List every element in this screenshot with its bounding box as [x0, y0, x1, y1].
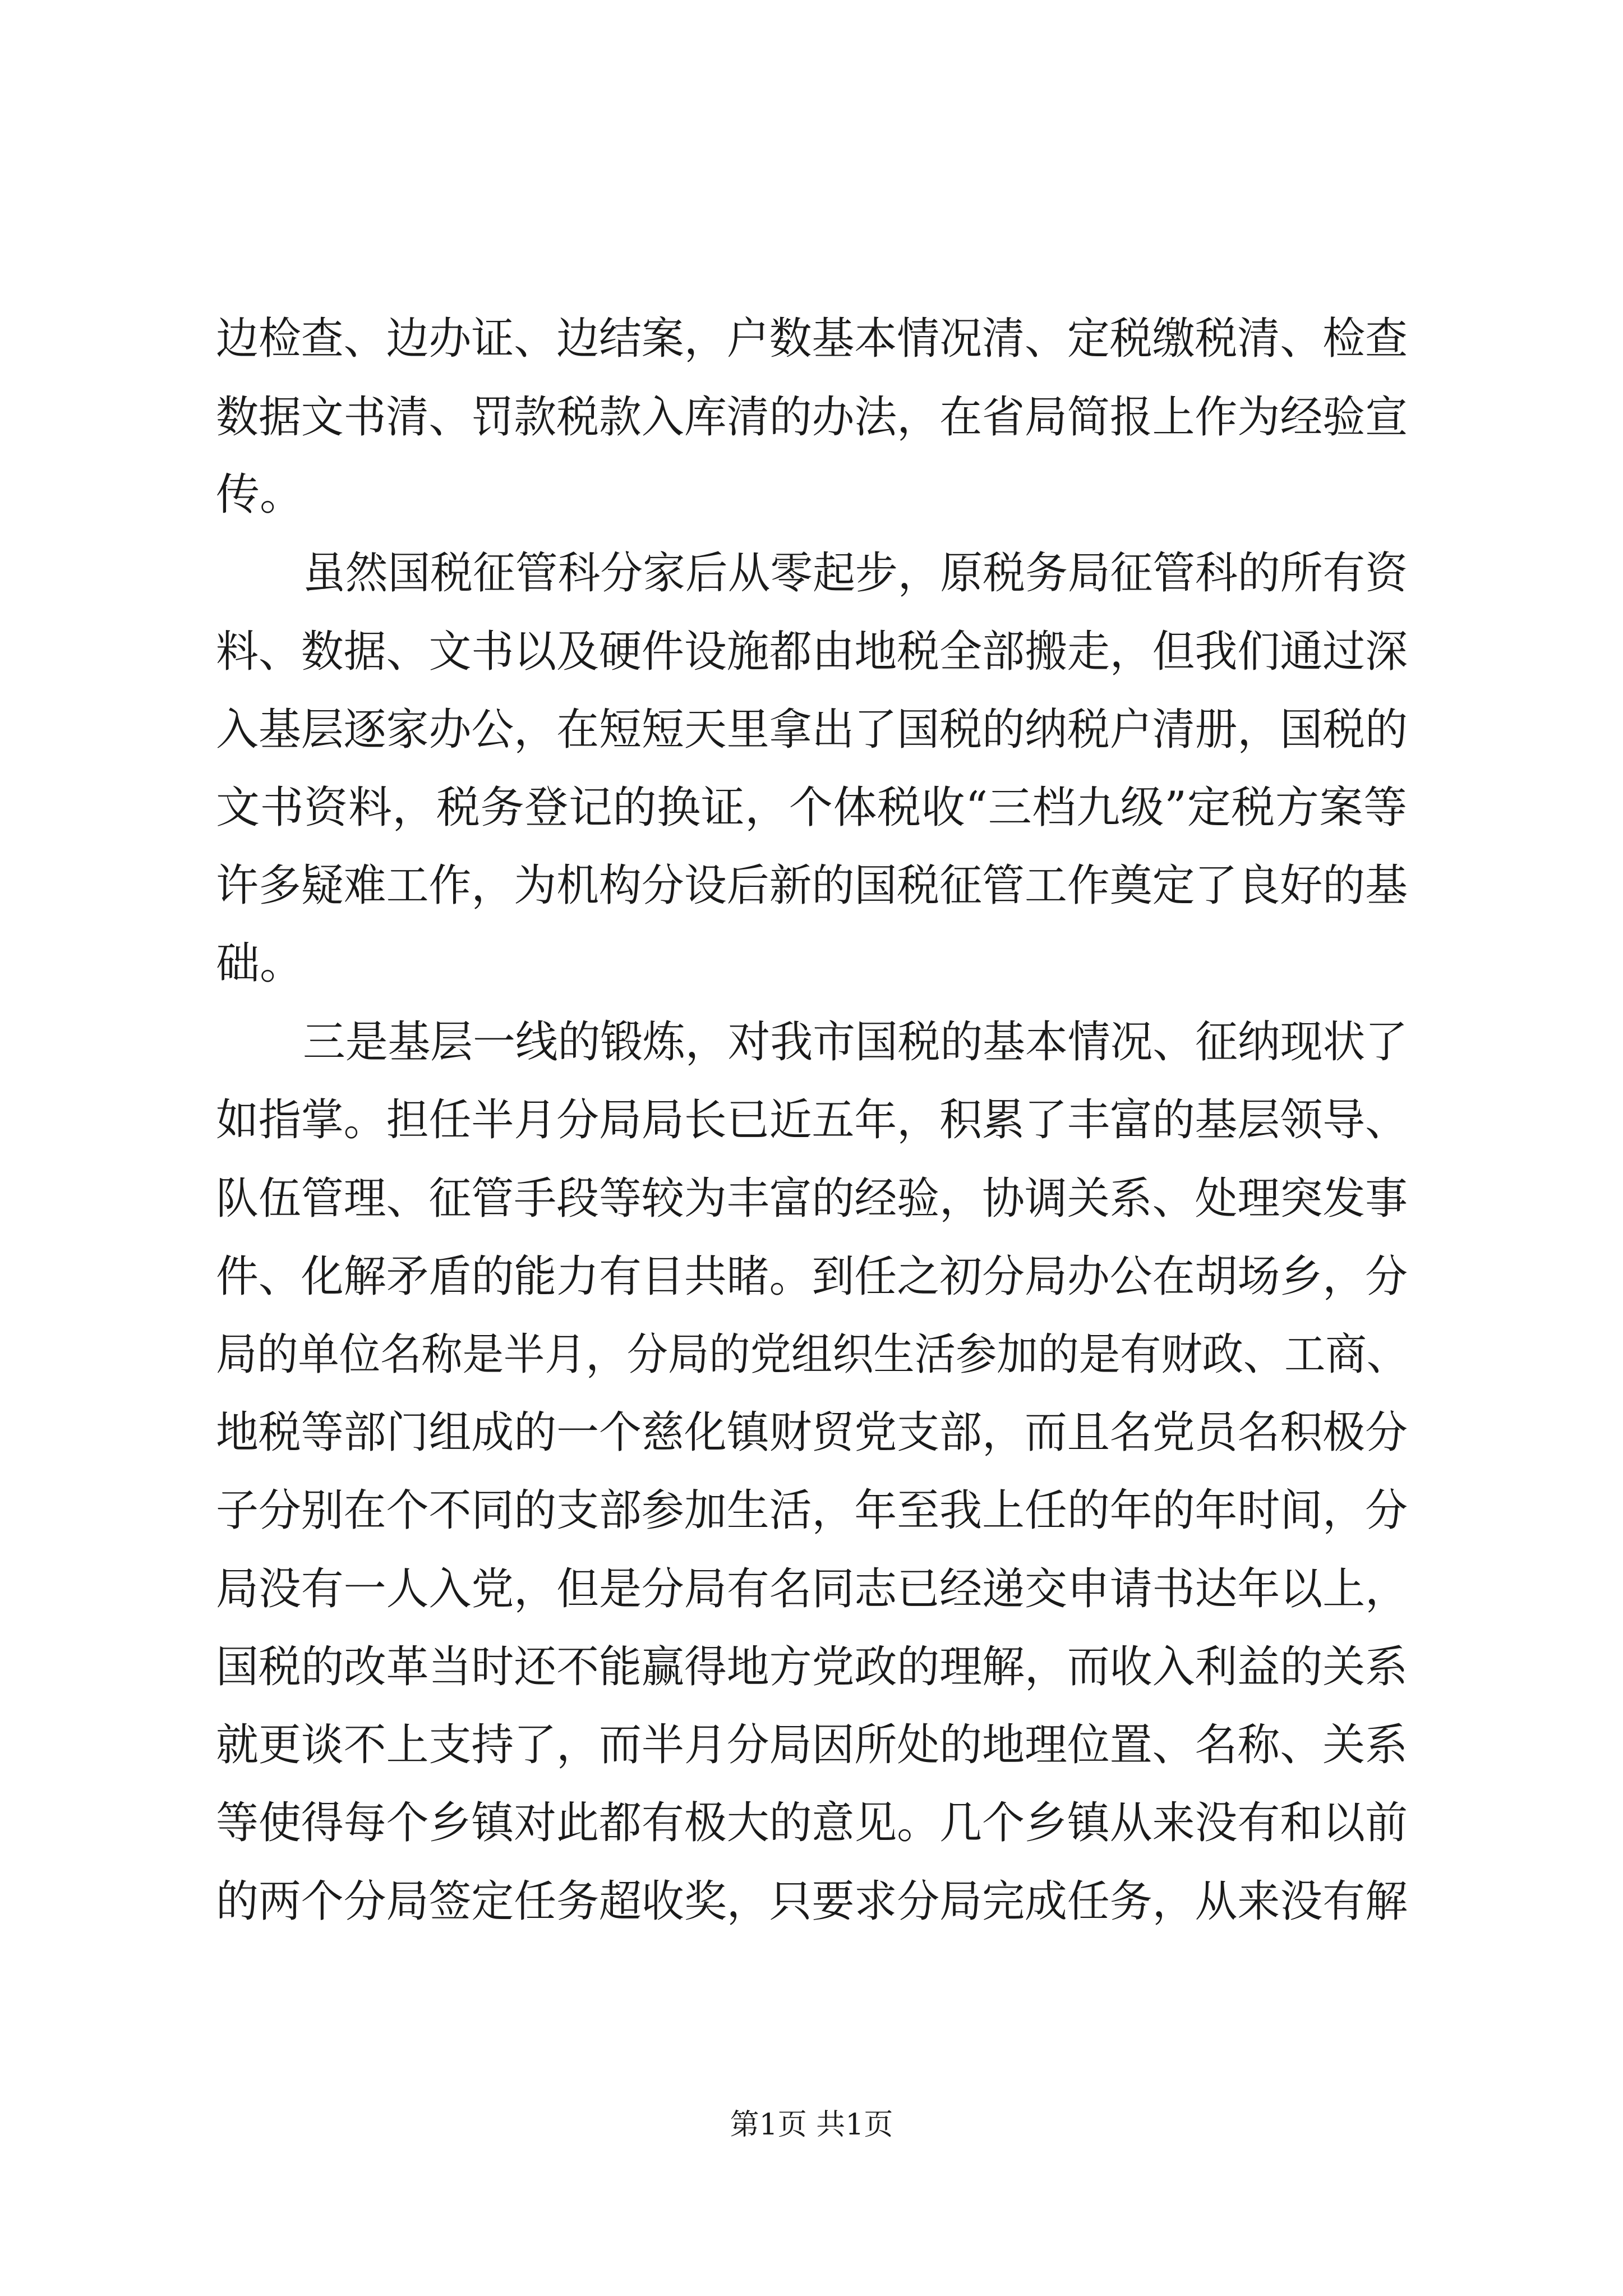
text-line: 料、数据、文书以及硬件设施都由地税全部搬走，但我们通过深 [216, 627, 1408, 677]
text-line: 队伍管理、征管手段等较为丰富的经验，协调关系、处理突发事 [216, 1174, 1408, 1224]
text-line: 如指掌。担任半月分局局长已近五年，积累了丰富的基层领导、 [216, 1095, 1408, 1145]
text-line: 入基层逐家办公，在短短天里拿出了国税的纳税户清册，国税的 [216, 705, 1408, 755]
paragraph-start-line: 虽然国税征管科分家后从零起步，原税务局征管科的所有资 [303, 548, 1408, 599]
text-line: 子分别在个不同的支部参加生活，年至我上任的年的年时间，分 [216, 1485, 1408, 1536]
text-line: 的两个分局签定任务超收奖，只要求分局完成任务，从来没有解 [216, 1876, 1408, 1927]
text-line: 地税等部门组成的一个慈化镇财贸党支部，而且名党员名积极分 [216, 1407, 1408, 1458]
text-line: 许多疑难工作，为机构分设后新的国税征管工作奠定了良好的基 [216, 861, 1408, 911]
text-line: 就更谈不上支持了，而半月分局因所处的地理位置、名称、关系 [216, 1720, 1408, 1770]
text-line: 文书资料，税务登记的换证，个体税收“三档九级”定税方案等 [216, 783, 1408, 833]
text-line: 局没有一人入党，但是分局有名同志已经递交申请书达年以上， [216, 1564, 1408, 1614]
text-line: 边检查、边办证、边结案，户数基本情况清、定税缴税清、检查 [216, 314, 1408, 364]
text-line: 局的单位名称是半月，分局的党组织生活参加的是有财政、工商、 [216, 1329, 1408, 1380]
paragraph-start-line: 三是基层一线的锻炼，对我市国税的基本情况、征纳现状了 [303, 1017, 1408, 1068]
text-line: 国税的改革当时还不能赢得地方党政的理解，而收入利益的关系 [216, 1642, 1408, 1692]
text-line: 等使得每个乡镇对此都有极大的意见。几个乡镇从来没有和以前 [216, 1798, 1408, 1848]
text-line: 数据文书清、罚款税款入库清的办法，在省局简报上作为经验宣 [216, 392, 1408, 443]
page-footer: 第1页 共1页 [730, 2108, 893, 2142]
text-line: 传。 [216, 470, 304, 520]
text-line: 件、化解矛盾的能力有目共睹。到任之初分局办公在胡场乡，分 [216, 1251, 1408, 1302]
text-line: 础。 [216, 938, 304, 989]
